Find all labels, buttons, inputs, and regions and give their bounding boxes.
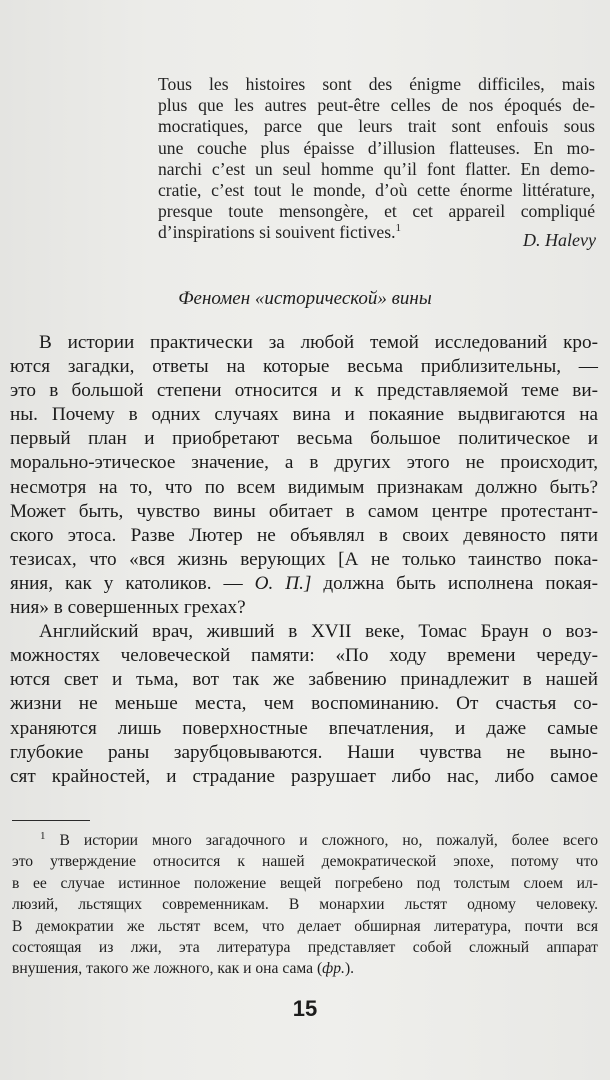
- body-line: ния» в совершенных грехах?: [10, 597, 246, 619]
- body-text: [10, 331, 598, 789]
- epigraph-line-text: d’inspirations si souivent fictives.: [158, 222, 396, 243]
- body-line: несмотря на то, что по всем видимым признакам должно быть?: [10, 476, 598, 498]
- epigraph-line: mocratiques, parce que leurs trait sont enfouis sous: [158, 116, 595, 137]
- body-line: глубокие раны зарубцовываются. Наши чувства не выно-: [10, 741, 598, 763]
- body-line: [10, 572, 598, 596]
- body-line: это в большой степени относится и к представляемой теме ви-: [10, 380, 598, 402]
- footnote-mark: 1: [40, 829, 46, 842]
- body-line: храняются лишь поверхностные впечатления, и даже самые: [10, 717, 598, 739]
- body-line: морально-этическое значение, а в других этого не происходит,: [10, 452, 598, 474]
- body-line-text: яния, как у католиков. —: [10, 572, 255, 594]
- body-line: Английский врач, живший в XVII веке, Томас Браун о воз-: [39, 621, 598, 643]
- body-line: ны. Почему в одних случаях вина и покаяние выдвигаются на: [10, 404, 598, 426]
- epigraph-line: narchi c’est un seul homme qu’il font flatter. En demo-: [158, 158, 595, 179]
- footnote-line-end: ).: [344, 960, 355, 978]
- footnote: [12, 830, 598, 980]
- body-line: ются свет и тьма, вот так же забвению принадлежит в нашей: [10, 669, 598, 691]
- body-line: Может быть, чувство вины обитает в самом центре протестант-: [10, 500, 598, 522]
- epigraph-line: presque toute mensongère, et cet appareil compliqué: [158, 201, 595, 222]
- footnote-line: это утверждение относится к нашей демократической эпохе, потому что: [12, 853, 598, 871]
- body-line: В истории практически за любой темой исследований кро-: [39, 332, 598, 353]
- epigraph: [158, 74, 595, 244]
- body-line: жизни не меньше места, чем воспоминанию. От счастья со-: [10, 693, 598, 715]
- body-line: ются загадки, ответы на которые весьма приблизительны, —: [10, 356, 598, 378]
- body-line: сят крайностей, и страдание разрушает либо нас, либо самое: [10, 765, 598, 787]
- footnote-reference[interactable]: 1: [395, 222, 401, 235]
- epigraph-line: Tous les histoires sont des énigme difficiles, mais: [158, 74, 595, 94]
- epigraph-line: plus que les autres peut-être celles de nos époqués de-: [158, 95, 595, 116]
- section-title: Феномен «исторической» вины: [178, 288, 432, 309]
- author-initials: О. П.]: [254, 572, 312, 594]
- footnote-line: люзий, льстящих современникам. В монархии льстят одному человеку.: [12, 896, 598, 914]
- epigraph-line: cratie, c’est tout le monde, d’où cette énorme littérature,: [158, 180, 595, 201]
- epigraph-line: une couche plus épaisse d’illusion flatteuses. En mo-: [158, 137, 595, 158]
- footnote-divider: [12, 820, 90, 821]
- footnote-line: [12, 958, 598, 979]
- language-abbreviation: фр.: [322, 960, 345, 978]
- footnote-line: В демократии же льстят всем, что делает обширная литература, почти вся: [12, 917, 598, 935]
- body-line: можностях человеческой памяти: «По ходу времени череду-: [10, 645, 598, 667]
- body-line: тезисах, что «вся жизнь верующих [А не только таинство пока-: [10, 548, 598, 570]
- body-line: первый план и приобретают весьма большое политическое и: [10, 428, 598, 450]
- footnote-line-text: В истории много загадочного и сложного, но, пожалуй, более всего: [59, 832, 598, 849]
- body-line-text: должна быть исполнена покая-: [323, 572, 598, 594]
- epigraph-author: D. Halevy: [523, 230, 596, 250]
- body-line: ского этоса. Разве Лютер не объявлял в своих девяносто пяти: [10, 524, 598, 546]
- page-number: 15: [292, 996, 318, 1021]
- footnote-line: в ее случае истинное положение вещей погребено под толстым слоем ил-: [12, 874, 598, 892]
- footnote-line: [12, 830, 598, 851]
- footnote-line-text: внушения, такого же ложного, как и она сама (: [12, 960, 323, 978]
- footnote-line: состоящая из лжи, эта литература представляет собой сложный аппарат: [12, 939, 598, 957]
